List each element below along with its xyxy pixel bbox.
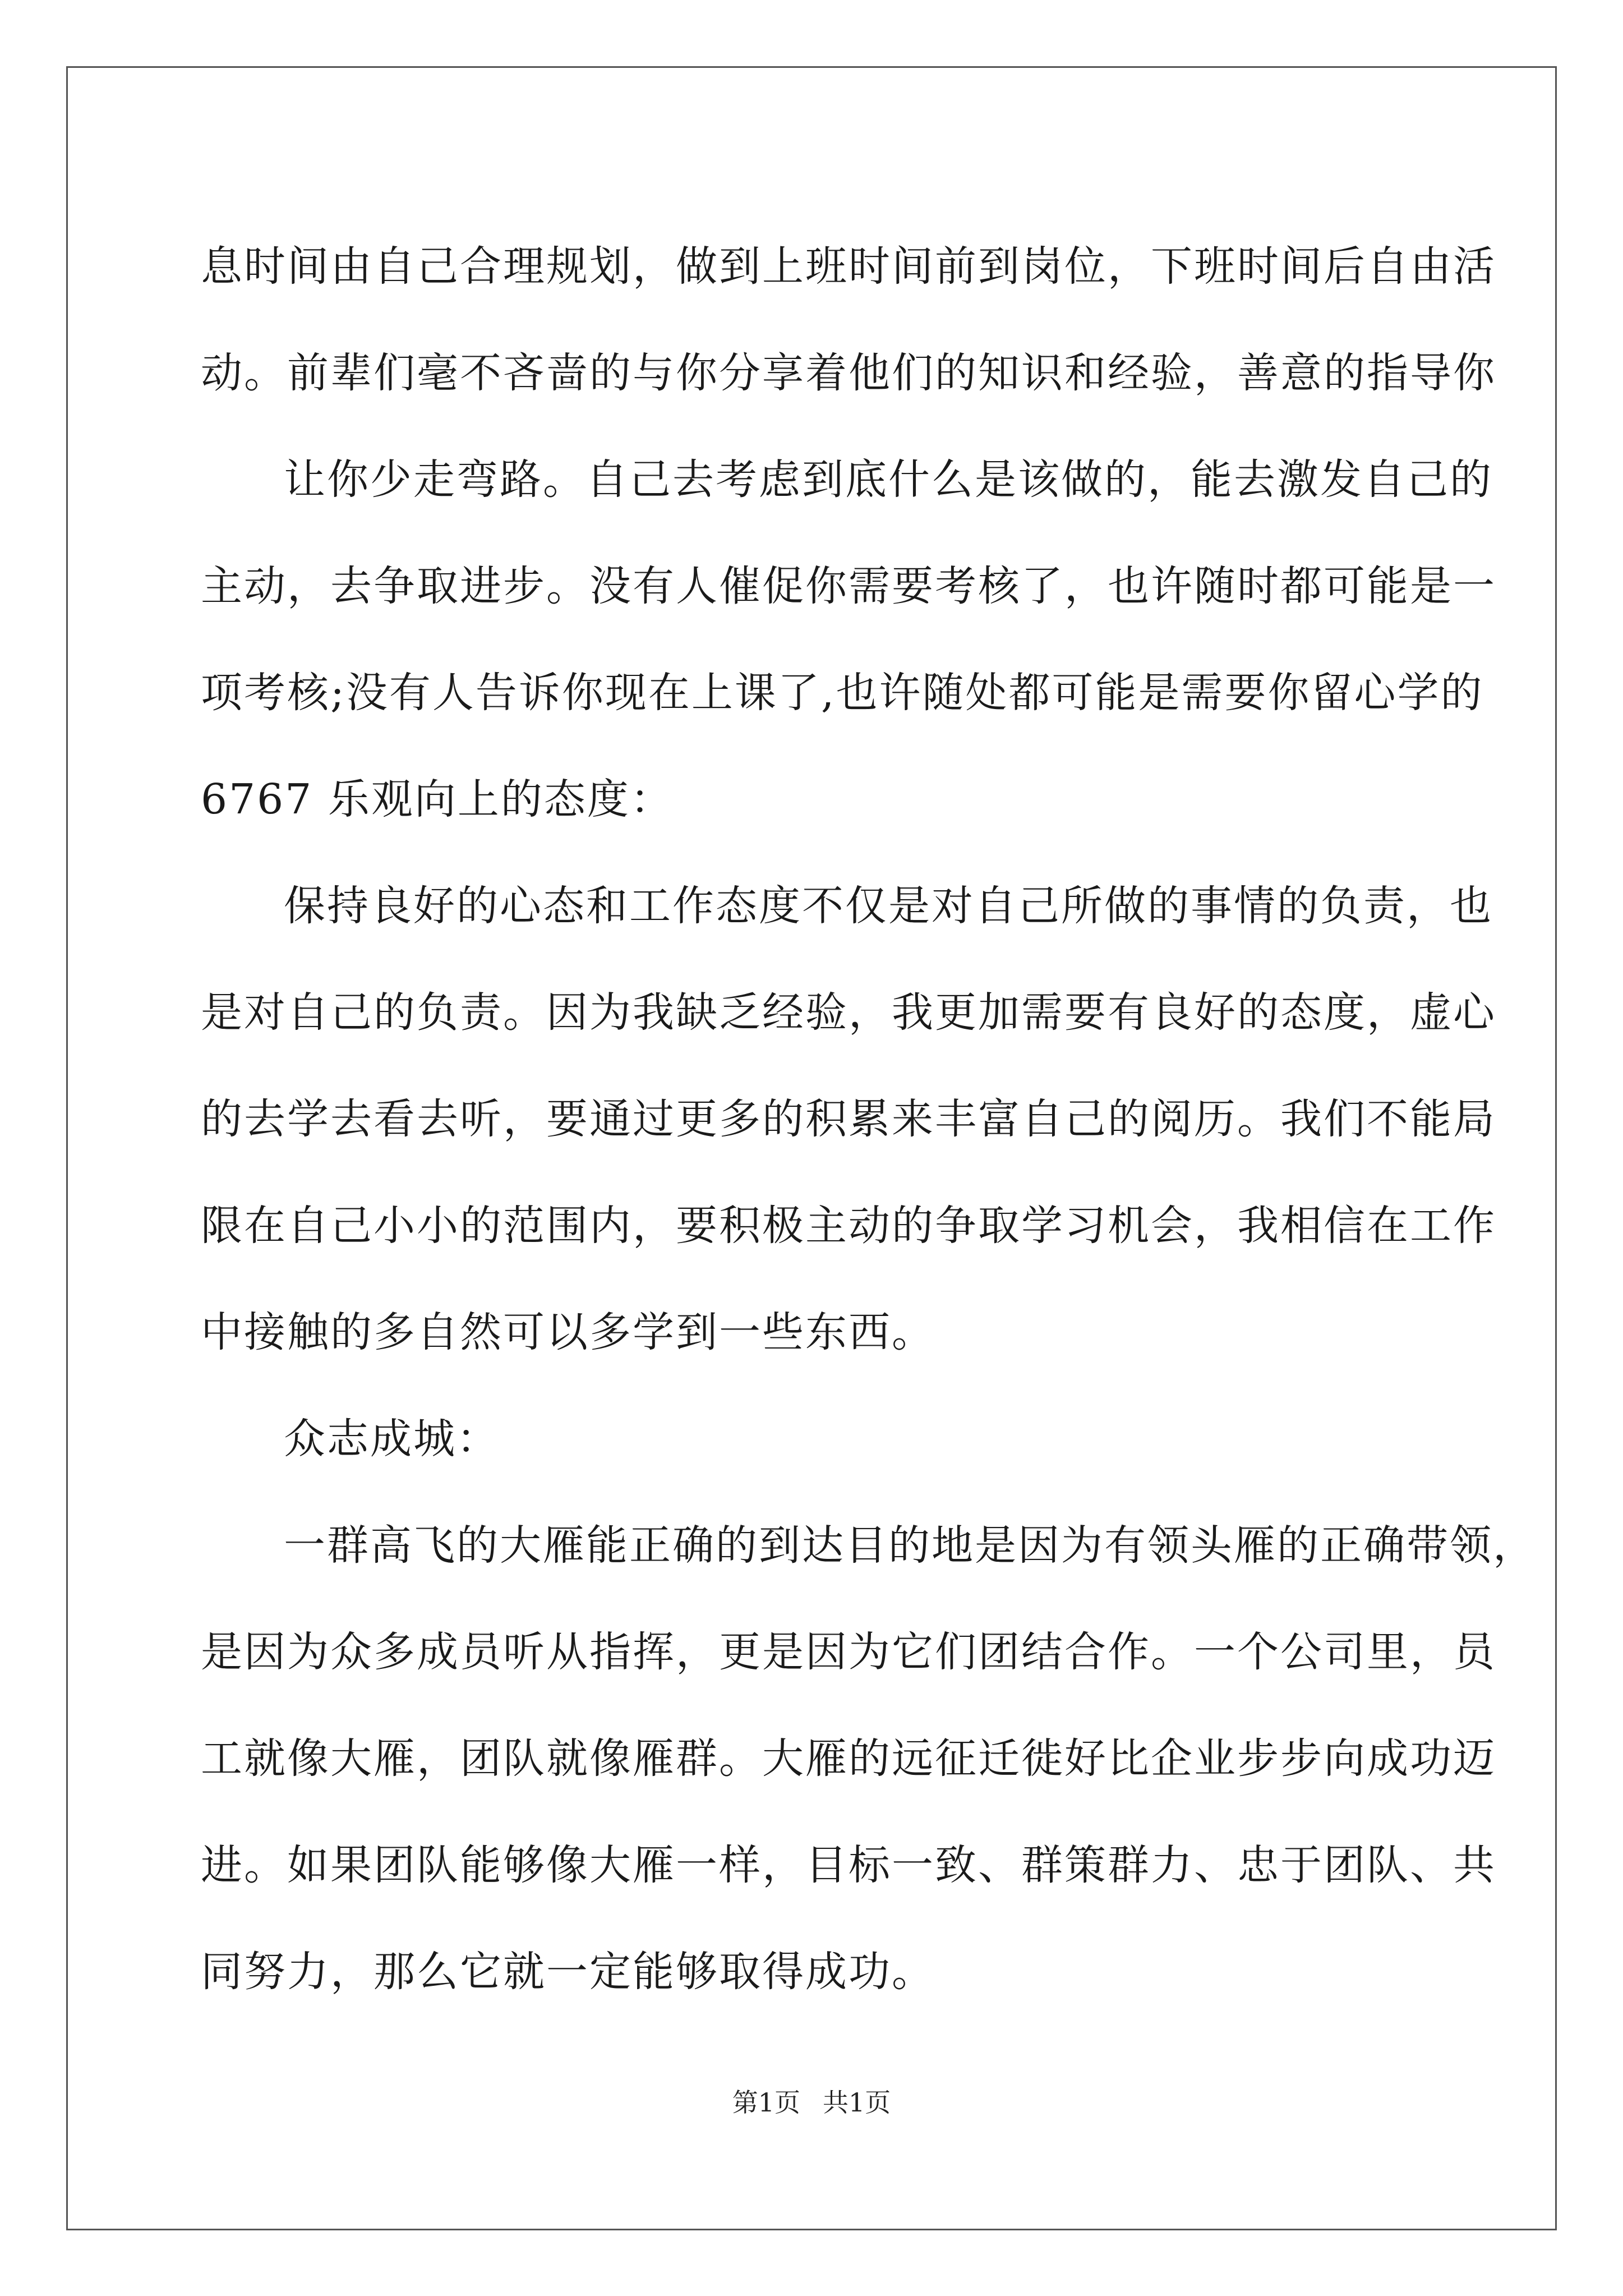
- text-line: 主动，去争取进步。没有人催促你需要考核了，也许随时都可能是一: [201, 562, 1496, 610]
- text-line: 限在自己小小的范围内，要积极主动的争取学习机会，我相信在工作: [201, 1202, 1496, 1250]
- section-heading: 众志成城：: [284, 1415, 500, 1463]
- document-body: [201, 213, 1536, 2025]
- text-line: 一群高飞的大雁能正确的到达目的地是因为有领头雁的正确带领，: [284, 1521, 1536, 1570]
- text-line: 进。如果团队能够像大雁一样，目标一致、群策群力、忠于团队、共: [201, 1841, 1496, 1889]
- text-line: 项考核;没有人告诉你现在上课了,也许随处都可能是需要你留心学的: [201, 669, 1484, 717]
- text-line: 保持良好的心态和工作态度不仅是对自己所做的事情的负责，也: [284, 882, 1493, 930]
- text-line: 是因为众多成员听从指挥，更是因为它们团结合作。一个公司里，员: [201, 1628, 1496, 1676]
- text-line: 息时间由自己合理规划，做到上班时间前到岗位，下班时间后自由活: [201, 242, 1496, 291]
- text-line: 同努力，那么它就一定能够取得成功。: [201, 1948, 935, 1996]
- text-line: 让你少走弯路。自己去考虑到底什么是该做的，能去激发自己的: [284, 455, 1493, 504]
- text-line: 的去学去看去听，要通过更多的积累来丰富自己的阅历。我们不能局: [201, 1095, 1496, 1143]
- text-line: 动。前辈们毫不吝啬的与你分享着他们的知识和经验，善意的指导你: [201, 349, 1496, 397]
- text-line: 中接触的多自然可以多学到一些东西。: [201, 1308, 935, 1356]
- page-number: 第1页: [732, 2087, 800, 2118]
- text-line: 工就像大雁，团队就像雁群。大雁的远征迁徙好比企业步步向成功迈: [201, 1734, 1496, 1783]
- text-line: 6767 乐观向上的态度：: [201, 775, 674, 823]
- page-total: 共1页: [823, 2087, 891, 2118]
- page-footer: [0, 2082, 1623, 2119]
- text-line: 是对自己的负责。因为我缺乏经验，我更加需要有良好的态度，虚心: [201, 988, 1496, 1037]
